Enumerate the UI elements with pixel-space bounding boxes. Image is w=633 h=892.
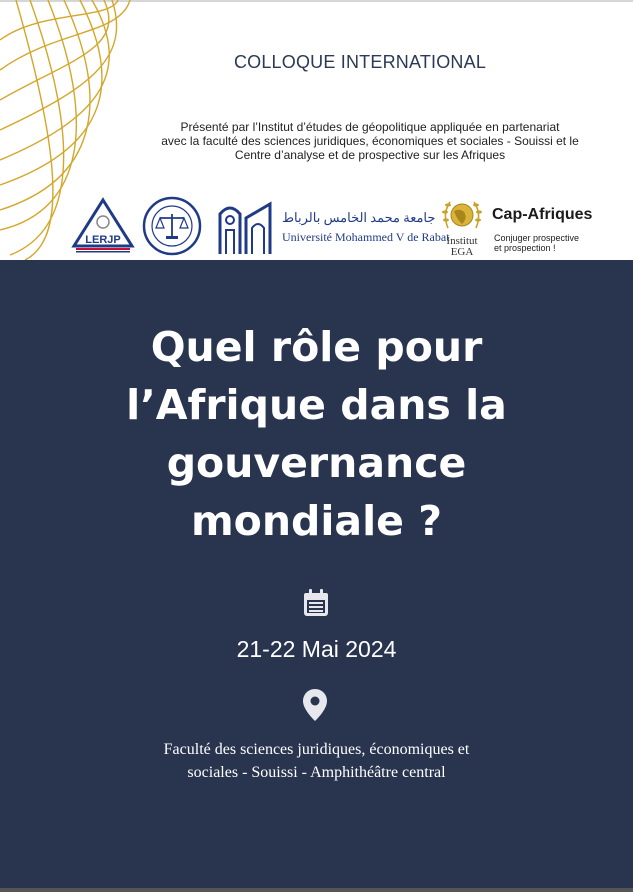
title-line: l’Afrique dans la [126, 381, 507, 429]
cap-afriques-name: Cap-Afriques [492, 206, 593, 223]
faculty-seal-logo [142, 196, 202, 256]
venue-line: Faculté des sciences juridiques, économiques et [163, 741, 470, 758]
title-line: mondiale ? [190, 497, 443, 545]
calendar-icon [302, 588, 330, 618]
event-date: 21-22 Mai 2024 [236, 636, 397, 662]
colloquium-title [60, 318, 573, 550]
university-emblem-logo [214, 200, 276, 256]
ega-globe-logo [440, 196, 484, 236]
presented-by-line: Présenté par l’Institut d’études de géopolitique appliquée en partenariat [180, 120, 560, 134]
university-name-french: Université Mohammed V de Rabat [282, 230, 450, 244]
ega-label: EGA [450, 246, 474, 258]
bottom-edge [0, 888, 633, 892]
tagline-line: et prospection ! [494, 243, 556, 253]
event-venue [120, 738, 513, 784]
event-type-heading: COLLOQUE INTERNATIONAL [233, 52, 487, 72]
institut-label: Institut [446, 235, 478, 247]
header-section [0, 0, 633, 260]
cap-afriques-tagline [494, 233, 579, 253]
lerjp-logo-text: LERJP [85, 234, 121, 246]
venue-line: sociales - Souissi - Amphithéâtre central [187, 764, 446, 781]
university-name-arabic: جامعة محمد الخامس بالرباط [282, 210, 436, 225]
presented-by-text [150, 120, 590, 162]
ega-institut-label [444, 236, 480, 258]
presented-by-line: avec la faculté des sciences juridiques, économiques et sociales - Souissi et le [161, 134, 579, 148]
map-pin-icon [302, 688, 328, 722]
title-line: Quel rôle pour [150, 323, 483, 371]
presented-by-line: Centre d’analyse et de prospective sur les Afriques [234, 148, 506, 162]
tagline-line: Conjuger prospective [494, 233, 580, 243]
title-line: gouvernance [166, 439, 467, 487]
lerjp-logo [70, 196, 136, 256]
